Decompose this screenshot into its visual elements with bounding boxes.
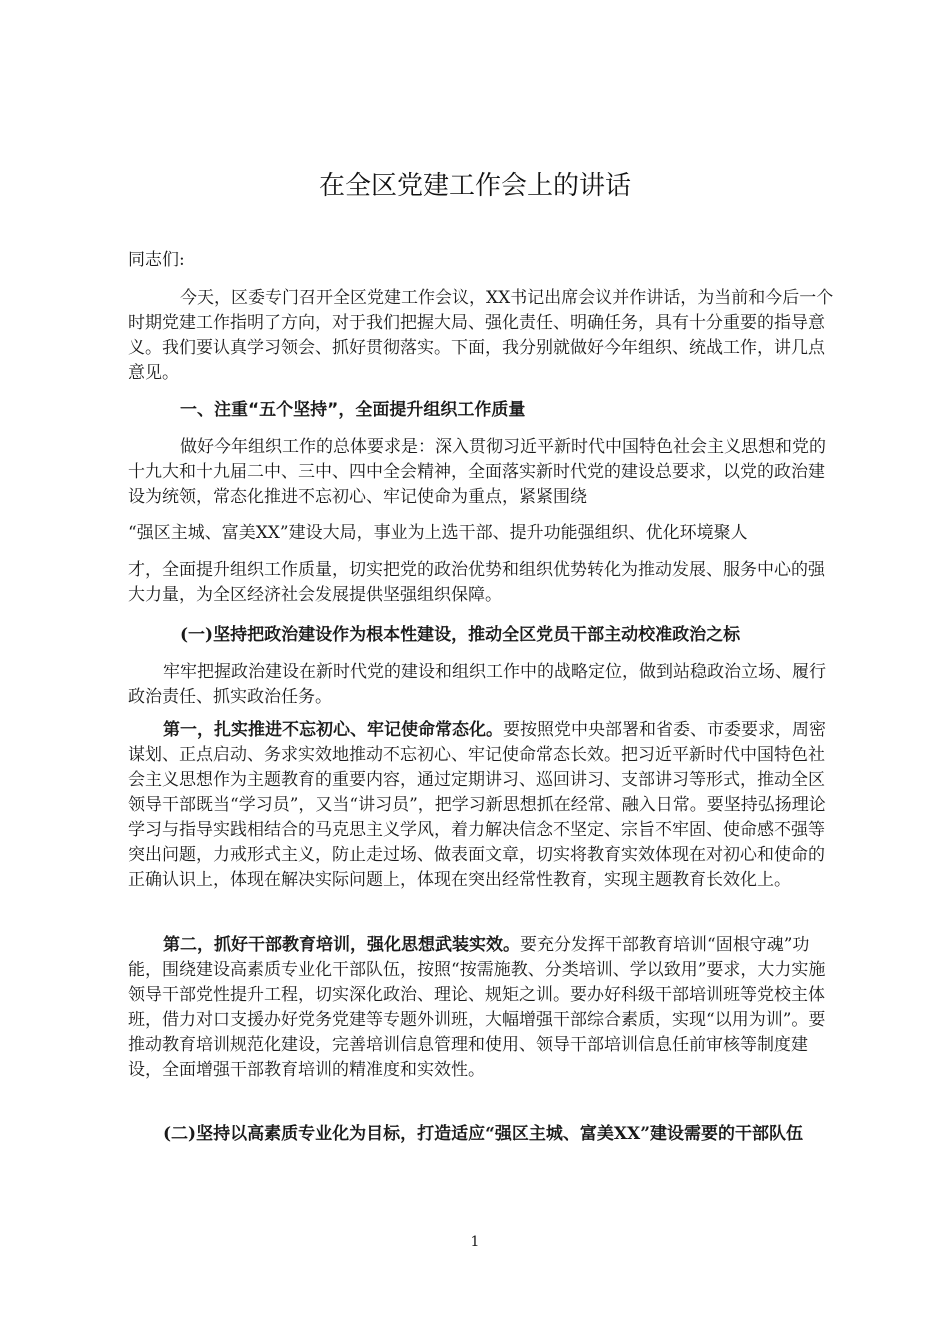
point-1-lead: 第一，扎实推进不忘初心、牢记使命常态化。 xyxy=(163,720,503,740)
section1-paragraph-a: 做好今年组织工作的总体要求是：深入贯彻习近平新时代中国特色社会主义思想和党的十九大和十九届二中、三中、四中全会精神，全面落实新时代党的建设总要求，以党的政治建设为统领，常态化推进不忘初心、牢记使命为重点，紧紧围绕 xyxy=(128,437,826,507)
point-2-lead: 第二，抓好干部教育培训，强化思想武装实效。 xyxy=(163,935,520,955)
page-number: 1 xyxy=(470,1234,480,1250)
greeting: 同志们: xyxy=(128,250,185,270)
point-2-body: 要充分发挥干部教育培训“固根守魂”功能，围绕建设高素质专业化干部队伍，按照“按需施教、分类培训、学以致用”要求，大力实施领导干部党性提升工程，切实深化政治、理论、规矩之训。要办好科级干部培训班等党校主体班，借力对口支援办好党务党建等专题外训班，大幅增强干部综合素质，实现“以用为训”。要推动教育培训规范化建设，完善培训信息管理和使用、领导干部培训信息任前审核等制度建设，全面增强干部教育培训的精准度和实效性。 xyxy=(128,935,826,1080)
intro-paragraph: 今天，区委专门召开全区党建工作会议，XX书记出席会议并作讲话，为当前和今后一个时期党建工作指明了方向，对于我们把握大局、强化责任、明确任务，具有十分重要的指导意义。我们要认真学习领会、抓好贯彻落实。下面，我分别就做好今年组织、统战工作，讲几点意见。 xyxy=(128,288,834,383)
subsection-heading-2: (二)坚持以高素质专业化为目标，打造适应“强区主城、富美XX”建设需要的干部队伍 xyxy=(163,1124,804,1144)
point-1-paragraph xyxy=(128,718,840,893)
point-1-body: 要按照党中央部署和省委、市委要求，周密谋划、正点启动、务求实效地推动不忘初心、牢记使命常态长效。把习近平新时代中国特色社会主义思想作为主题教育的重要内容，通过定期讲习、巡回讲习、支部讲习等形式，推动全区领导干部既当“学习员”，又当“讲习员”，把学习新思想抓在经常、融入日常。要坚持弘扬理论学习与指导实践相结合的马克思主义学风，着力解决信念不坚定、宗旨不牢固、使命感不强等突出问题，力戒形式主义，防止走过场、做表面文章，切实将教育实效体现在对初心和使命的正确认识上，体现在解决实际问题上，体现在突出经常性教育，实现主题教育长效化上。 xyxy=(128,720,826,890)
section1-paragraph-b: “强区主城、富美XX”建设大局，事业为上选干部、提升功能强组织、优化环境聚人 xyxy=(128,523,748,543)
document-title: 在全区党建工作会上的讲话 xyxy=(318,171,631,201)
section1-paragraph-c: 才，全面提升组织工作质量，切实把党的政治优势和组织优势转化为推动发展、服务中心的强大力量，为全区经济社会发展提供坚强组织保障。 xyxy=(128,560,825,605)
point-2-paragraph xyxy=(128,933,840,1083)
subsection-heading-1: (一)坚持把政治建设作为根本性建设，推动全区党员干部主动校准政治之标 xyxy=(180,625,741,645)
subsection1-paragraph: 牢牢把握政治建设在新时代党的建设和组织工作中的战略定位，做到站稳政治立场、履行政治责任、抓实政治任务。 xyxy=(128,662,826,707)
section-heading-1: 一、注重“五个坚持”，全面提升组织工作质量 xyxy=(180,400,526,420)
